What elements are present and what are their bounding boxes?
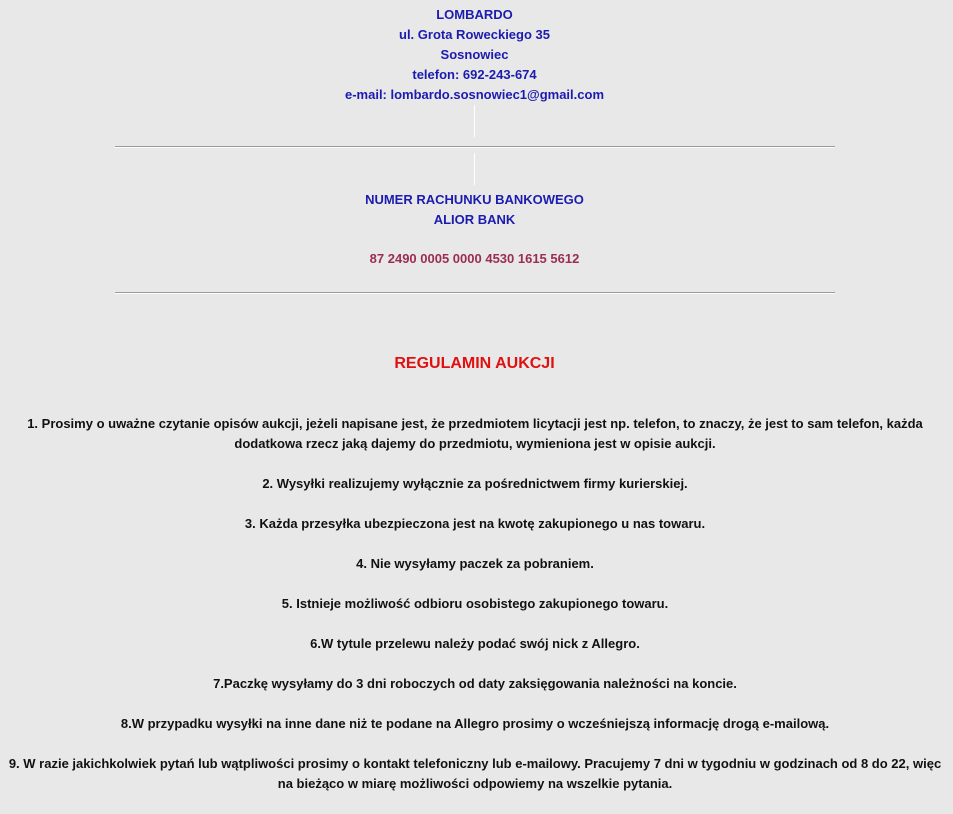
rule-item: 2. Wysyłki realizujemy wyłącznie za pośrednictwem firmy kurierskiej. [262, 476, 688, 491]
divider-vertical-top [474, 105, 475, 137]
divider-vertical-bottom [474, 153, 475, 185]
bank-heading: NUMER RACHUNKU BANKOWEGO [365, 192, 584, 207]
regulations-title: REGULAMIN AUKCJI [394, 355, 555, 372]
rule-item: 3. Każda przesyłka ubezpieczona jest na kwotę zakupionego u nas towaru. [244, 516, 706, 531]
company-phone: telefon: 692-243-674 [412, 67, 537, 82]
rule-item: 4. Nie wysyłamy paczek za pobraniem. [356, 556, 594, 571]
divider-horizontal-1 [115, 146, 835, 148]
company-street: ul. Grota Roweckiego 35 [399, 27, 550, 42]
rule-item: 8.W przypadku wysyłki na inne dane niż te podane na Allegro prosimy o wcześniejszą informację drogą e-mailową. [120, 716, 830, 731]
regulations-list [6, 414, 944, 814]
bank-block [0, 190, 949, 230]
bank-name: ALIOR BANK [433, 212, 516, 227]
rule-item: 1. Prosimy o uważne czytanie opisów aukcji, jeżeli napisane jest, że przedmiotem licytacji jest np. telefon, to znaczy, że jest to sam telefon, każda dodatkowa rzecz jaką dajemy do przedmiotu, wymieniona jest w opisie aukcji. [27, 416, 923, 451]
contact-block [0, 5, 949, 105]
bank-account-number: 87 2490 0005 0000 4530 1615 5612 [369, 251, 580, 266]
rule-item: 9. W razie jakichkolwiek pytań lub wątpliwości prosimy o kontakt telefoniczny lub e-mailowy. Pracujemy 7 dni w tygodniu w godzinach od 8 do 22, więc na bieżąco w miarę możliwości odpowiemy na wszelkie pytania. [8, 756, 942, 791]
divider-horizontal-2 [115, 292, 835, 294]
company-email: e-mail: lombardo.sosnowiec1@gmail.com [344, 87, 605, 102]
rule-item: 6.W tytule przelewu należy podać swój nick z Allegro. [310, 636, 640, 651]
rule-item: 7.Paczkę wysyłamy do 3 dni roboczych od daty zaksięgowania należności na koncie. [213, 676, 737, 691]
company-name: LOMBARDO [436, 7, 513, 22]
rule-item: 5. Istnieje możliwość odbioru osobistego zakupionego towaru. [281, 596, 669, 611]
company-city: Sosnowiec [440, 47, 509, 62]
